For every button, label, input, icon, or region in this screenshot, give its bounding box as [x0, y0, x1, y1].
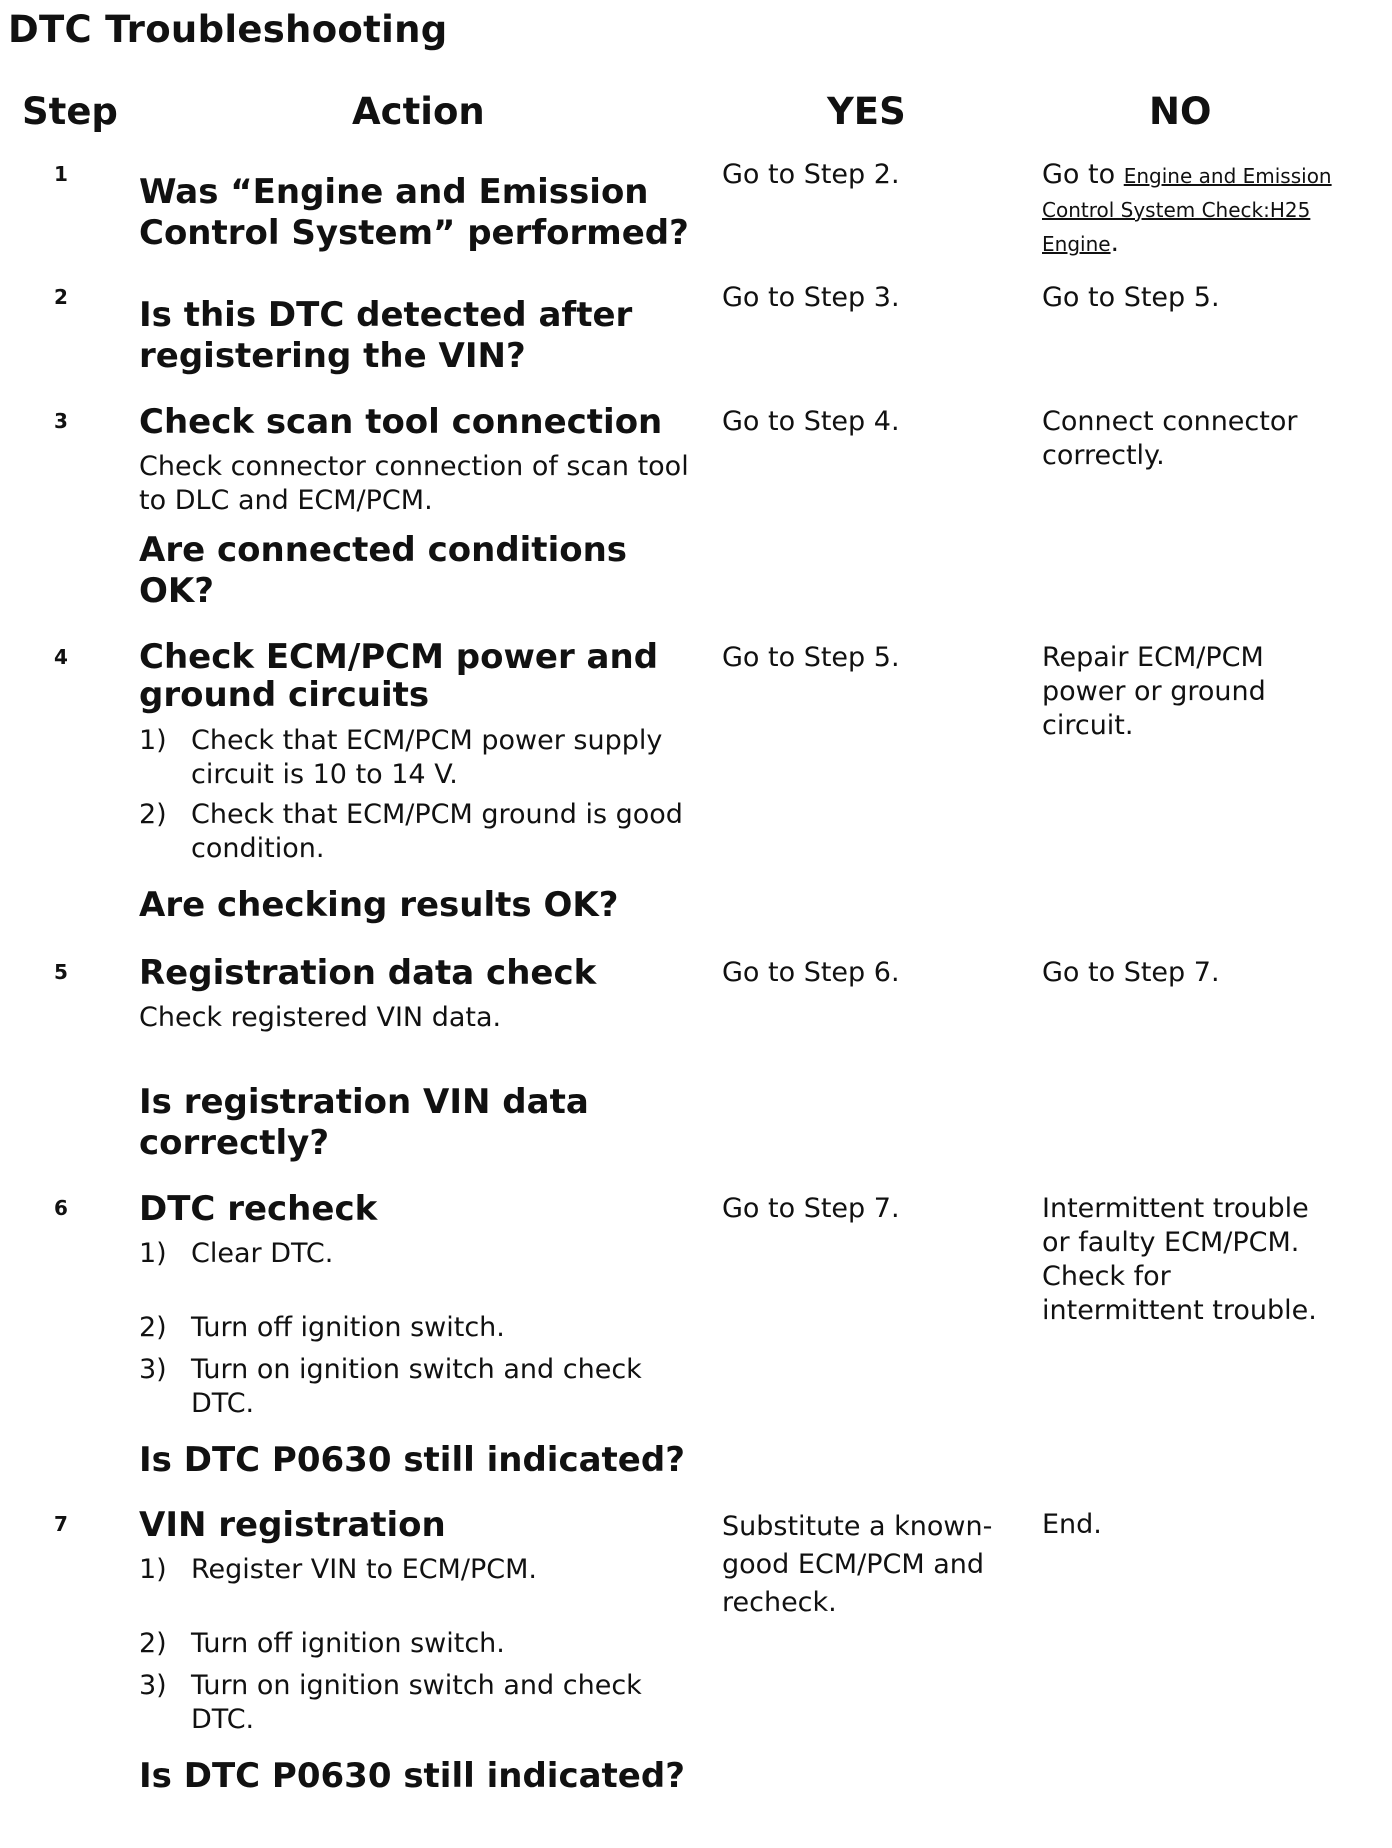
column-header-yes: YES	[827, 90, 906, 133]
list-item-number: 3)	[139, 1354, 167, 1385]
step-7-no: End.	[1042, 1509, 1102, 1540]
list-item-text: Register VIN to ECM/PCM.	[191, 1554, 537, 1585]
step-number-6: 6	[54, 1196, 68, 1220]
step-number-5: 5	[54, 960, 68, 984]
step-4-yes: Go to Step 5.	[722, 642, 900, 673]
step-6-question: Is DTC P0630 still indicated?	[139, 1440, 685, 1480]
step-4-question: Are checking results OK?	[139, 885, 619, 925]
column-header-no: NO	[1149, 90, 1212, 133]
list-item-text: Turn off ignition switch.	[191, 1312, 505, 1343]
step-1-yes: Go to Step 2.	[722, 159, 900, 190]
step-4-no: Repair ECM/PCM power or ground circuit.	[1042, 642, 1266, 741]
step-7-item-1	[139, 1553, 699, 1587]
step-6-yes: Go to Step 7.	[722, 1193, 900, 1224]
column-header-step: Step	[22, 90, 118, 133]
step-7-heading: VIN registration	[139, 1505, 446, 1545]
step-5-yes: Go to Step 6.	[722, 957, 900, 988]
step-6-item-3	[139, 1353, 699, 1421]
step-3-question: Are connected conditions OK?	[139, 530, 628, 611]
step-4-heading: Check ECM/PCM power and ground circuits	[139, 637, 659, 715]
list-item-number: 2)	[139, 1312, 167, 1343]
step-3-yes: Go to Step 4.	[722, 406, 900, 437]
step-2-heading: Is this DTC detected after registering the VIN?	[139, 295, 633, 376]
step-6-item-2	[139, 1311, 699, 1345]
list-item-number: 1)	[139, 725, 167, 756]
step-1-no	[1042, 158, 1332, 260]
step-7-item-3	[139, 1669, 699, 1737]
step-1-no-prefix: Go to	[1042, 159, 1116, 190]
list-item-text: Turn off ignition switch.	[191, 1628, 505, 1659]
step-6-heading: DTC recheck	[139, 1189, 378, 1229]
list-item-number: 2)	[139, 799, 167, 830]
list-item-text: Turn on ignition switch and check DTC.	[191, 1670, 642, 1735]
step-2-no: Go to Step 5.	[1042, 282, 1220, 313]
step-5-no: Go to Step 7.	[1042, 957, 1220, 988]
step-7-question: Is DTC P0630 still indicated?	[139, 1756, 685, 1796]
column-header-action: Action	[352, 90, 485, 133]
list-item-text: Check that ECM/PCM ground is good condition.	[191, 799, 683, 864]
list-item-number: 3)	[139, 1670, 167, 1701]
step-number-3: 3	[54, 409, 68, 433]
step-number-1: 1	[54, 162, 68, 186]
page-title: DTC Troubleshooting	[8, 8, 448, 51]
list-item-text: Turn on ignition switch and check DTC.	[191, 1354, 642, 1419]
list-item-number: 1)	[139, 1238, 167, 1269]
list-item-text: Clear DTC.	[191, 1238, 334, 1269]
list-item-text: Check that ECM/PCM power supply circuit is 10 to 14 V.	[191, 725, 663, 790]
step-1-no-suffix: .	[1110, 227, 1120, 258]
step-6-item-1	[139, 1237, 699, 1271]
step-number-4: 4	[54, 645, 68, 669]
step-3-no: Connect connector correctly.	[1042, 406, 1298, 471]
step-number-7: 7	[54, 1512, 68, 1536]
step-1-no-link[interactable]: Engine and Emission Control System Check:H25 Engine	[1042, 164, 1332, 256]
step-6-no: Intermittent trouble or faulty ECM/PCM. Check for intermittent trouble.	[1042, 1193, 1317, 1326]
step-3-heading: Check scan tool connection	[139, 402, 663, 442]
step-5-body: Check registered VIN data.	[139, 1002, 502, 1033]
list-item-number: 2)	[139, 1628, 167, 1659]
step-2-yes: Go to Step 3.	[722, 282, 900, 313]
step-number-2: 2	[54, 285, 68, 309]
list-item-number: 1)	[139, 1554, 167, 1585]
step-5-heading: Registration data check	[139, 953, 597, 993]
step-7-yes: Substitute a known-good ECM/PCM and recheck.	[722, 1511, 993, 1618]
step-7-item-2	[139, 1627, 699, 1661]
step-1-heading: Was “Engine and Emission Control System” performed?	[139, 172, 689, 253]
step-3-body: Check connector connection of scan tool to DLC and ECM/PCM.	[139, 451, 689, 516]
step-4-item-2	[139, 798, 699, 866]
step-5-question: Is registration VIN data correctly?	[139, 1082, 589, 1163]
step-4-item-1	[139, 724, 699, 792]
